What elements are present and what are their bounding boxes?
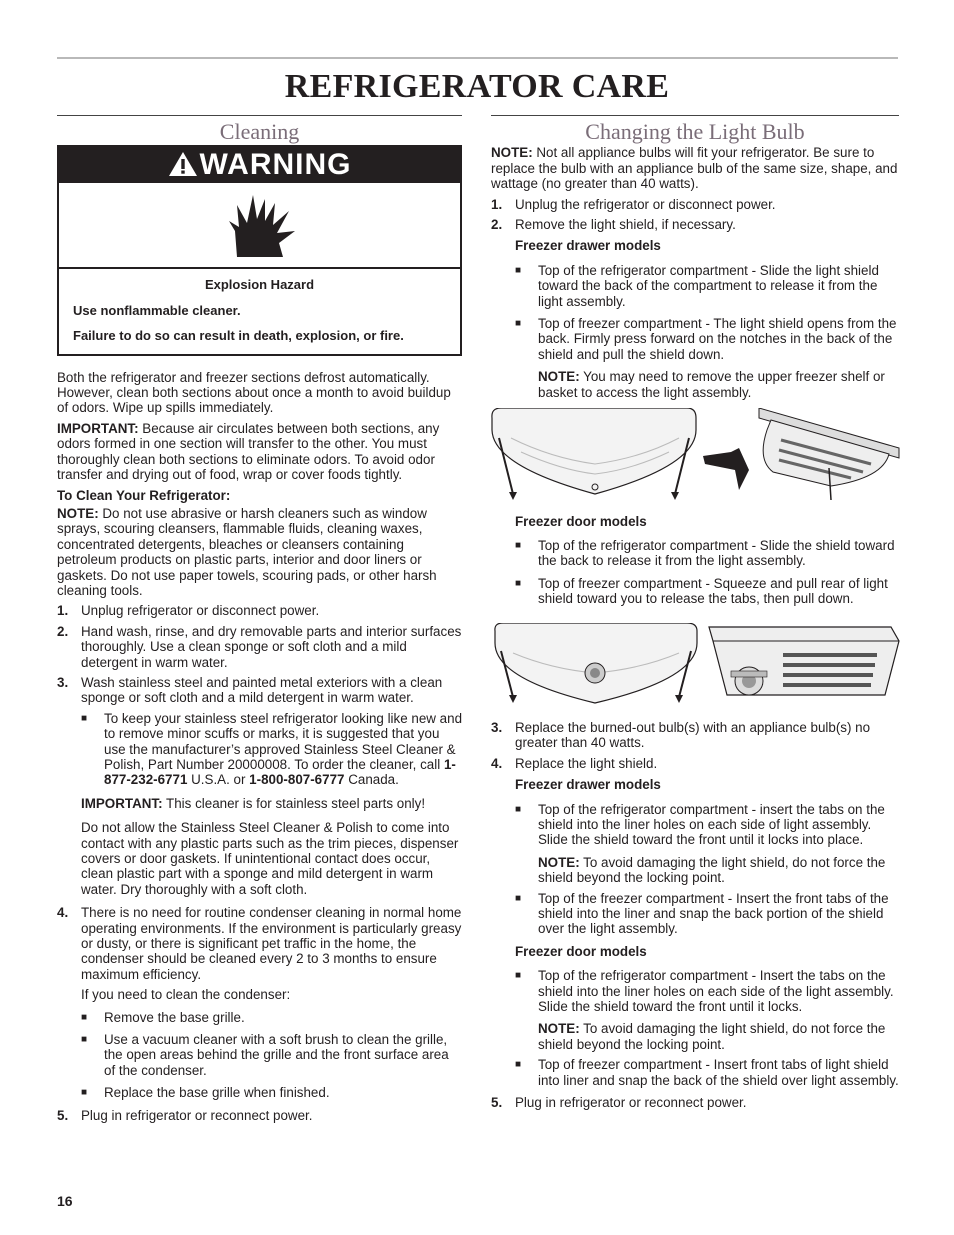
bullet-square-icon: ■ — [515, 318, 522, 330]
bullet-text: Top of the freezer compartment - Insert the front tabs of the shield into the liner and snap the back portion of the shield over the light assembly. — [538, 890, 889, 937]
phone-usa: 1-877-232-6771 — [104, 756, 456, 788]
step-2 — [491, 217, 899, 232]
page-title: REFRIGERATOR CARE — [284, 68, 670, 105]
phone-canada: 1-800-807-6777 — [249, 772, 345, 788]
step-3 — [57, 675, 462, 706]
bullet-text: Top of freezer compartment - Squeeze and pull rear of light shield toward you to release the tabs, then pull down. — [538, 575, 888, 607]
step-text: Unplug refrigerator or disconnect power. — [81, 603, 320, 619]
light-note — [491, 145, 899, 191]
step-text: Unplug the refrigerator or disconnect power. — [515, 196, 776, 212]
step-number: 3. — [57, 674, 69, 690]
bullet-text: Top of the refrigerator compartment - insert the tabs on the shield into the liner holes on each side of light assembly. Slide the shield toward the front until it locks into place. — [538, 801, 885, 848]
step-number: 5. — [491, 1095, 503, 1111]
step-1 — [491, 197, 899, 212]
important-label: IMPORTANT: — [57, 420, 139, 436]
bullet-square-icon: ■ — [515, 803, 522, 815]
note-text: To avoid damaging the light shield, do not force the shield beyond the locking point. — [538, 1021, 886, 1052]
bullet-text: Top of freezer compartment - The light shield opens from the back. Firmly press forward on the notches in the back of the shield and pull the shield down. — [538, 316, 897, 362]
drawer-models-label-2: Freezer drawer models — [515, 777, 661, 793]
bullet-square-icon: ■ — [81, 1034, 88, 1046]
note-text: Do not use abrasive or harsh cleaners such as window sprays, scouring cleansers, flammable fluids, cleaning waxes, concentrated detergents, bleaches or cleansers containing petroleum products on plastic parts, interior and door liners or gaskets. Do not use paper towels, scouring pads, or other harsh cleaning tools. — [57, 505, 437, 598]
section-rule — [491, 115, 899, 116]
bullet-item — [515, 576, 899, 607]
bullet-text: Replace the base grille when finished. — [104, 1085, 330, 1101]
bullet-text: Top of freezer compartment - Insert front tabs of light shield into liner and snap the back of the shield over light assembly. — [538, 1057, 899, 1088]
bullet-square-icon: ■ — [515, 264, 522, 276]
note-text: Not all appliance bulbs will fit your refrigerator. Be sure to replace the bulb with an appliance bulb of the same size, shape, and wattage (no greater than 40 watts). — [491, 145, 898, 192]
step-5 — [491, 1095, 899, 1110]
step-number: 2. — [491, 217, 503, 233]
note-label: NOTE: — [57, 505, 99, 521]
note-label: NOTE: — [538, 1021, 580, 1037]
warning-triangle-icon — [168, 151, 198, 177]
bullet-square-icon: ■ — [81, 712, 88, 724]
bullet-square-icon: ■ — [515, 1059, 522, 1071]
light-heading: Changing the Light Bulb — [585, 119, 805, 144]
warning-label: WARNING — [199, 148, 352, 182]
step-number: 1. — [491, 196, 503, 212]
note-text: To avoid damaging the light shield, do not force the shield beyond the locking point. — [538, 854, 886, 886]
bullet-square-icon: ■ — [515, 970, 522, 982]
step-text: Replace the light shield. — [515, 755, 658, 771]
clean-subheading: To Clean Your Refrigerator: — [57, 488, 231, 504]
door2-note — [538, 1021, 899, 1052]
bullet-item — [515, 1057, 899, 1088]
important-text: Because air circulates between both sections, any odors formed in one section will transfer to the other. You must thoroughly clean both sections to eliminate odors. To avoid odor transfer and drying out of food, wrap or cover foods tightly. — [57, 420, 440, 483]
step-2 — [57, 624, 462, 670]
note-label: NOTE: — [538, 369, 580, 385]
top-rule — [57, 57, 898, 59]
cleaning-heading: Cleaning — [219, 119, 300, 144]
bullet-square-icon: ■ — [515, 892, 522, 904]
warning-box — [57, 145, 462, 355]
important-paragraph — [57, 421, 462, 483]
step-text: Wash stainless steel and painted metal exteriors with a clean sponge or soft cloth and a mild detergent in warm water. — [81, 674, 443, 706]
bullet-square-icon: ■ — [515, 577, 522, 589]
bullet-text-a: To keep your stainless steel refrigerator looking like new and to remove minor scuffs or marks, it is suggested that you use the manufacturer’s approved Stainless Steel Cleaner & Polish, Part Number 20000008. To order the cleaner, call — [104, 710, 463, 772]
step-number: 3. — [491, 719, 503, 735]
usa-text: U.S.A. or — [187, 772, 250, 788]
step-text: Plug in refrigerator or reconnect power. — [81, 1107, 313, 1123]
step-number: 2. — [57, 623, 69, 639]
bullet-text: Remove the base grille. — [104, 1009, 245, 1025]
bullet-item — [515, 316, 899, 362]
door-models-label: Freezer door models — [515, 513, 647, 529]
bullet-item — [81, 1085, 462, 1100]
light-bulb-column — [491, 115, 899, 1115]
light-shield-illustration — [491, 408, 901, 500]
step-text: Replace the burned-out bulb(s) with an appliance bulb(s) no greater than 40 watts. — [515, 719, 871, 751]
warning-header — [59, 147, 460, 183]
section-rule — [57, 115, 462, 116]
step-text: There is no need for routine condenser cleaning in normal home operating environments. If the environment is particularly greasy or dusty, or there is significant pet traffic in the home, the condenser should be cleaned every 2 to 3 months to ensure maximum efficiency. — [81, 905, 462, 982]
explosion-icon — [227, 191, 297, 261]
bullet-item — [515, 891, 899, 937]
warnpic-area — [59, 183, 460, 269]
warning-hazard: Explosion Hazard — [204, 277, 315, 293]
drawer-models-label: Freezer drawer models — [515, 238, 661, 254]
condenser-sub: If you need to clean the condenser: — [81, 987, 291, 1003]
bullet-item — [515, 968, 899, 1014]
page-number: 16 — [57, 1193, 73, 1209]
step-number: 4. — [491, 755, 503, 771]
note-paragraph — [57, 506, 462, 598]
warning-line-2: Failure to do so can result in death, explosion, or fire. — [73, 328, 404, 344]
warning-line-1: Use nonflammable cleaner. — [73, 302, 241, 318]
note-label: NOTE: — [538, 854, 580, 870]
step-1 — [57, 603, 462, 618]
bullet-text — [104, 711, 462, 788]
step-number: 4. — [57, 905, 69, 921]
bullet-item — [81, 711, 462, 788]
bullet-text: Use a vacuum cleaner with a soft brush to clean the grille, the open areas behind the grille and the front surface area of the condenser. — [104, 1032, 449, 1078]
bullet-item — [515, 538, 899, 569]
door-models-label-2: Freezer door models — [515, 943, 647, 959]
stainless-important — [81, 796, 462, 811]
bullet-text: Top of the refrigerator compartment - Slide the light shield toward the back of the compartment to release it from the light assembly. — [538, 262, 879, 309]
bullet-text: Top of the refrigerator compartment - Slide the shield toward the back to release it from the light assembly. — [538, 537, 895, 569]
bullet-text: Top of the refrigerator compartment - Insert the tabs on the shield into the liner holes on each side of the light assembly. Slide the shield toward the front until it locks. — [538, 968, 894, 1015]
bullet-item — [515, 263, 899, 309]
step-number: 5. — [57, 1107, 69, 1123]
step-text: Remove the light shield, if necessary. — [515, 217, 736, 233]
bullet-item — [515, 802, 899, 848]
step-4 — [491, 756, 899, 771]
drawer-models-figure — [491, 408, 899, 503]
drawer2-note — [538, 855, 899, 886]
step-3 — [491, 720, 899, 751]
important-label: IMPORTANT: — [81, 795, 163, 811]
step-text: Plug in refrigerator or reconnect power. — [515, 1095, 747, 1111]
note-label: NOTE: — [491, 145, 533, 161]
step-4 — [57, 905, 462, 982]
important-text: This cleaner is for stainless steel parts only! — [162, 795, 426, 811]
light-shield-door-illustration — [491, 623, 901, 707]
step-text: Hand wash, rinse, and dry removable parts and interior surfaces thoroughly. Use a clean sponge or soft cloth and a mild detergent in warm water. — [81, 623, 462, 670]
bullet-item — [81, 1032, 462, 1078]
bullet-square-icon: ■ — [81, 1011, 88, 1023]
warning-text — [59, 269, 460, 353]
drawer-note — [538, 369, 899, 400]
note-text: You may need to remove the upper freezer shelf or basket to access the light assembly. — [538, 369, 885, 400]
cleaning-intro: Both the refrigerator and freezer sections defrost automatically. However, clean both sections about once a month to avoid buildup of odors. Wipe up spills immediately. — [57, 369, 451, 416]
bullet-square-icon: ■ — [81, 1087, 88, 1099]
canada-text: Canada. — [344, 772, 399, 788]
cleaning-column — [57, 115, 462, 1128]
door-models-figure — [491, 623, 899, 710]
stainless-paragraph: Do not allow the Stainless Steel Cleaner & Polish to come into contact with any plastic parts such as the trim pieces, dispenser covers or door gaskets. If unintentional contact does occur, clean plastic part with a sponge and mild detergent in warm water. Dry thoroughly with a soft cloth. — [81, 820, 459, 897]
step-5 — [57, 1108, 462, 1123]
step-number: 1. — [57, 603, 69, 619]
bullet-item — [81, 1010, 462, 1025]
bullet-square-icon: ■ — [515, 539, 522, 551]
